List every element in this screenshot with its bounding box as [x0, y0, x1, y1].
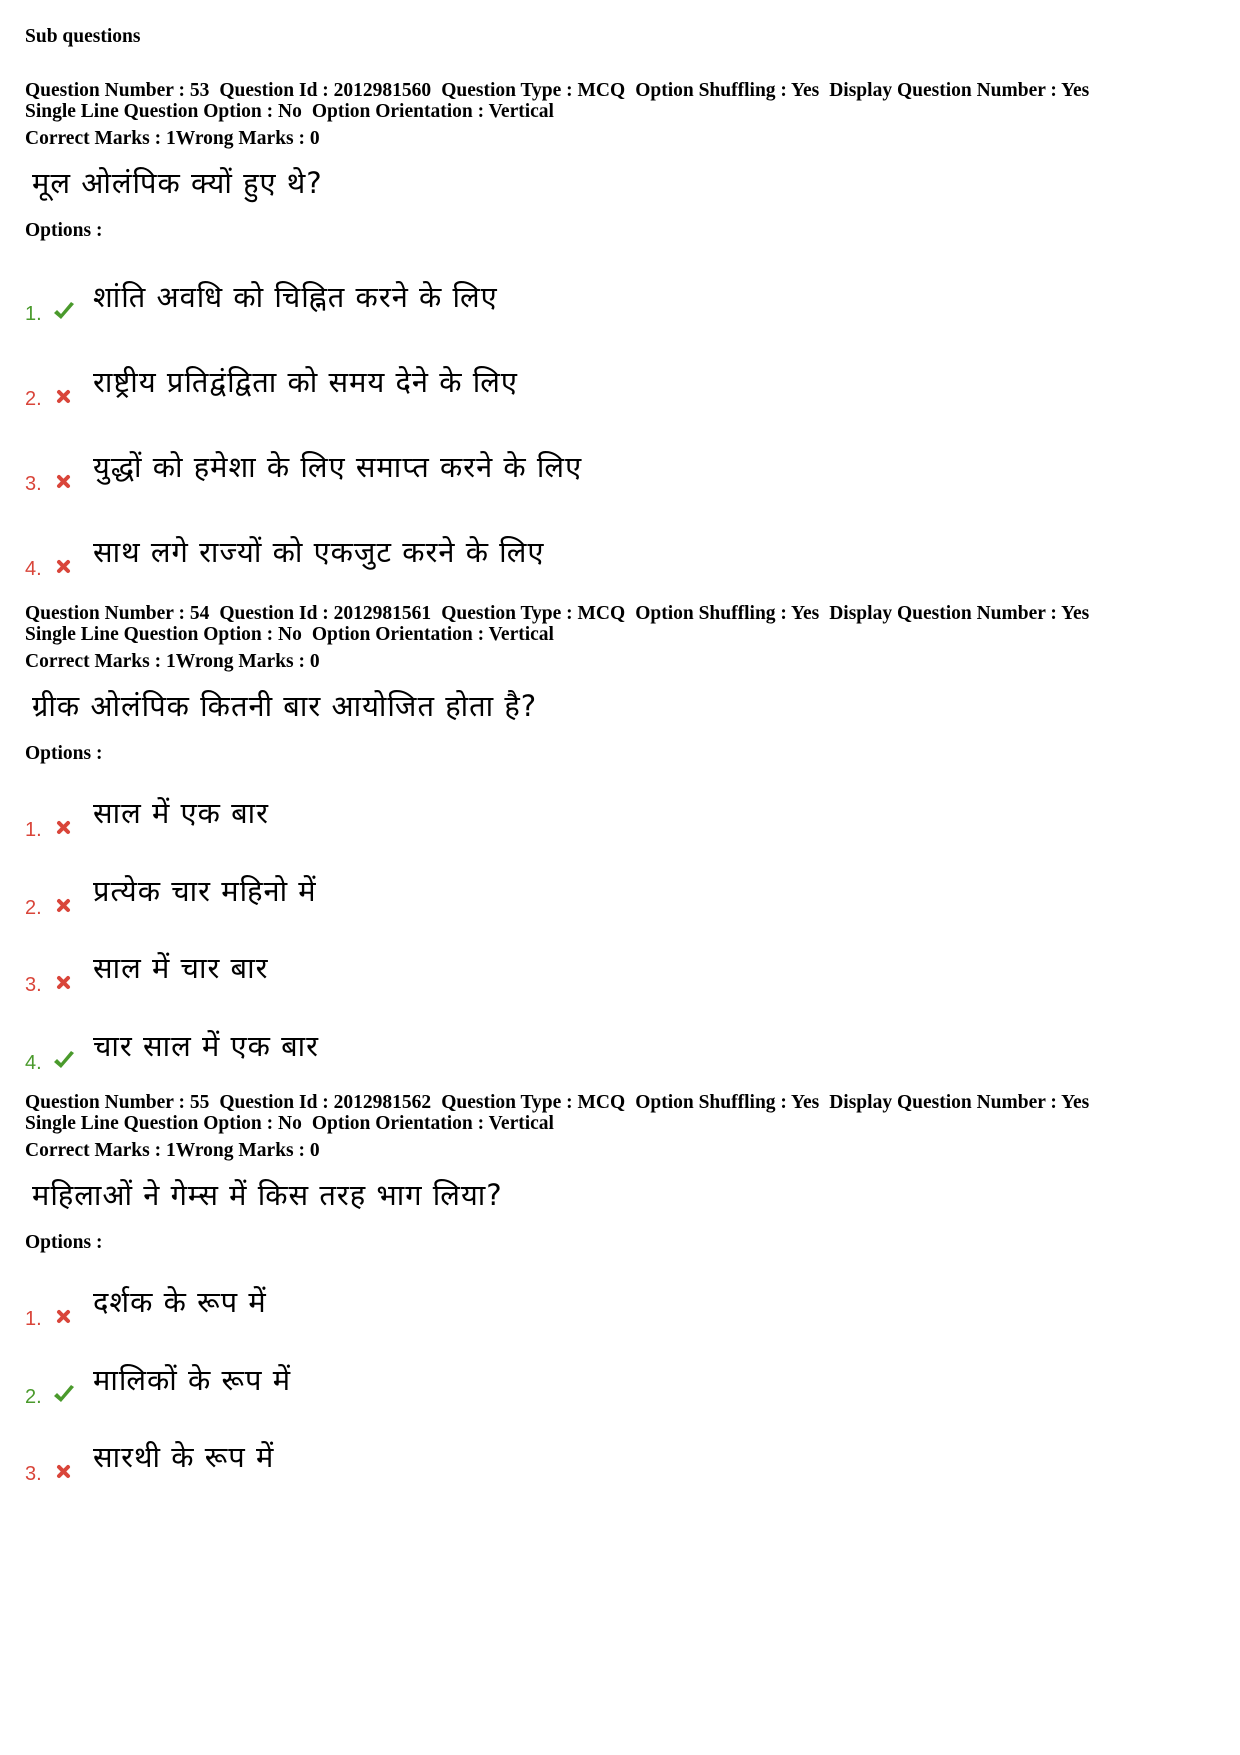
meta-field: Display Question Number : Yes [829, 603, 1090, 624]
meta-field: Question Type : MCQ [441, 603, 626, 624]
question-meta-line [25, 624, 1215, 645]
meta-field: Option Shuffling : Yes [635, 1092, 820, 1113]
cross-icon [51, 469, 77, 495]
marks-line [25, 128, 1215, 149]
option-row [25, 362, 1215, 410]
question-meta-line [25, 101, 1215, 122]
option-text: चार साल में एक बार [93, 1028, 320, 1063]
meta-field: Option Shuffling : Yes [635, 603, 820, 624]
marks-field: Wrong Marks : 0 [175, 651, 320, 672]
cross-icon [51, 970, 77, 996]
marks-field: Correct Marks : 1 [25, 1140, 176, 1161]
option-text: प्रत्येक चार महिनो में [93, 873, 317, 908]
option-row [25, 447, 1215, 495]
option-row [25, 277, 1215, 325]
option-row [25, 1026, 1215, 1074]
cross-icon [51, 384, 77, 410]
question-meta-line [25, 1092, 1215, 1113]
options-label: Options : [25, 1232, 103, 1253]
option-number: 1. [25, 819, 42, 841]
option-number: 3. [25, 1463, 42, 1485]
marks-line [25, 651, 1215, 672]
marks-field: Correct Marks : 1 [25, 651, 176, 672]
question-block [25, 603, 1215, 1083]
option-text: मालिकों के रूप में [93, 1362, 292, 1397]
section-heading: Sub questions [25, 26, 141, 47]
option-number: 2. [25, 896, 42, 919]
option-row [25, 1437, 1215, 1485]
option-number: 2. [25, 388, 42, 410]
question-block [25, 1092, 1215, 1572]
question-meta-line [25, 603, 1215, 624]
option-text: साल में चार बार [93, 951, 269, 985]
meta-field: Display Question Number : Yes [829, 1092, 1090, 1113]
cross-icon [51, 893, 77, 919]
option-number: 1. [25, 1308, 42, 1330]
question-text: मूल ओलंपिक क्यों हुए थे? [32, 166, 323, 200]
question-meta-line [25, 80, 1215, 101]
meta-field: Question Number : 53 [25, 80, 210, 101]
meta-field: Question Id : 2012981562 [219, 1092, 432, 1113]
option-number: 4. [25, 1051, 42, 1074]
cross-icon [51, 554, 77, 580]
check-icon [51, 1382, 77, 1408]
question-meta-line [25, 1113, 1215, 1134]
option-text: युद्धों को हमेशा के लिए समाप्त करने के लिए [93, 450, 583, 484]
option-text: साल में एक बार [93, 796, 270, 830]
option-row [25, 1282, 1215, 1330]
option-text: दर्शक के रूप में [93, 1285, 267, 1319]
question-text: महिलाओं ने गेम्स में किस तरह भाग लिया? [32, 1178, 503, 1212]
option-row [25, 948, 1215, 996]
option-text: साथ लगे राज्यों को एकजुट करने के लिए [93, 535, 545, 569]
option-text: शांति अवधि को चिह्नित करने के लिए [93, 280, 498, 314]
meta-field: Single Line Question Option : No [25, 101, 302, 122]
option-number: 2. [25, 1385, 42, 1408]
option-text: राष्ट्रीय प्रतिद्वंद्विता को समय देने के लिए [93, 365, 518, 399]
cross-icon [51, 1459, 77, 1485]
meta-field: Question Type : MCQ [441, 80, 626, 101]
meta-field: Option Orientation : Vertical [311, 624, 554, 645]
check-icon [51, 299, 77, 325]
meta-field: Question Number : 54 [25, 603, 210, 624]
cross-icon [51, 815, 77, 841]
check-icon [51, 1048, 77, 1074]
option-number: 3. [25, 473, 42, 495]
meta-field: Single Line Question Option : No [25, 1113, 302, 1134]
options-label: Options : [25, 220, 103, 241]
meta-field: Question Number : 55 [25, 1092, 210, 1113]
marks-field: Wrong Marks : 0 [175, 1140, 320, 1161]
option-number: 1. [25, 303, 42, 325]
option-text: सारथी के रूप में [93, 1440, 275, 1474]
marks-field: Correct Marks : 1 [25, 128, 176, 149]
question-text: ग्रीक ओलंपिक कितनी बार आयोजित होता है? [32, 689, 538, 723]
meta-field: Question Id : 2012981560 [219, 80, 432, 101]
marks-line [25, 1140, 1215, 1161]
meta-field: Question Id : 2012981561 [219, 603, 432, 624]
option-number: 4. [25, 558, 42, 580]
question-block [25, 80, 1215, 580]
meta-field: Single Line Question Option : No [25, 624, 302, 645]
cross-icon [51, 1304, 77, 1330]
option-row [25, 871, 1215, 919]
option-row [25, 532, 1215, 580]
option-number: 3. [25, 974, 42, 996]
meta-field: Option Orientation : Vertical [311, 1113, 554, 1134]
marks-field: Wrong Marks : 0 [175, 128, 320, 149]
meta-field: Question Type : MCQ [441, 1092, 626, 1113]
option-row [25, 793, 1215, 841]
meta-field: Display Question Number : Yes [829, 80, 1090, 101]
meta-field: Option Shuffling : Yes [635, 80, 820, 101]
options-label: Options : [25, 743, 103, 764]
option-row [25, 1360, 1215, 1408]
meta-field: Option Orientation : Vertical [311, 101, 554, 122]
